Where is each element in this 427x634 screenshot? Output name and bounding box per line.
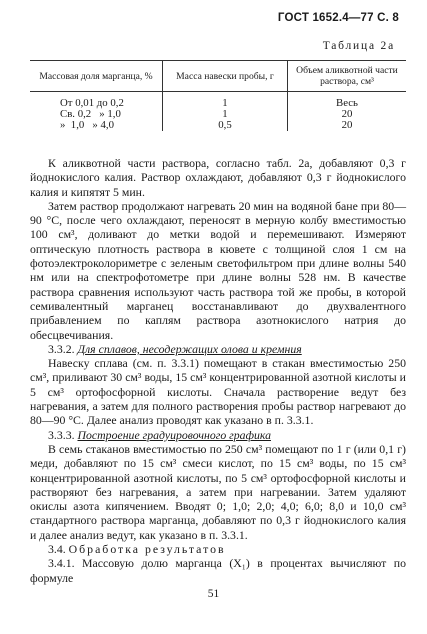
- page-header: ГОСТ 1652.4—77 С. 8: [277, 12, 399, 24]
- table-header-row: [30, 61, 406, 92]
- paragraph: Навеску сплава (см. п. 3.3.1) помещают в стакан вместимостью 250 см³, приливают 30 см³ воды, 15 см³ концентрированной азотной кислоты и 5 см³ ортофосфорной кислоты. Сначала растворение ведут без нагревания, а затем для полного растворения пробы раствор нагревают до 80—90 °С. Далее анализ проводят как указано в п. 3.3.1.: [30, 356, 406, 428]
- cell-mn-fraction: От 0,01 до 0,2: [60, 97, 124, 109]
- paragraph: В семь стаканов вместимостью по 250 см³ помещают по 1 г (или 0,1 г) меди, добавляют по 15 см³ смеси кислот, по 15 см³ воды, по 15 см³ концентрированной азотной кислоты, по 5 см³ ортофосфорной кислоты и растворяют без нагревания, а затем при нагревании. Затем удаляют окислы азота кипячением. Вводят 0; 1,0; 2,0; 4,0; 6,0; 8,0 и 10,0 см³ стандартного раствора марганца, добавляют по 0,3 г йоднокислого калия и далее анализ ведут, как указано в п. 3.3.1.: [30, 441, 406, 542]
- section-title: Обработка результатов: [68, 542, 226, 557]
- cell-aliquot-volume: 20: [288, 109, 407, 120]
- section-title: Для сплавов, несодержащих олова и кремния: [77, 341, 302, 356]
- section-number: 3.3.3.: [48, 427, 75, 442]
- cell-aliquot-volume: 20: [288, 120, 407, 131]
- cell-sample-mass: 1: [163, 109, 288, 120]
- section-heading-3-3-2: [30, 342, 406, 356]
- table-row: [30, 92, 406, 110]
- cell-mn-fraction: Св. 0,2 » 1,0: [60, 108, 121, 120]
- section-number: 3.3.2.: [48, 341, 75, 356]
- document-body: [30, 156, 406, 585]
- table-row: [30, 120, 406, 131]
- cell-mn-fraction: » 1,0 » 4,0: [60, 119, 114, 131]
- section-title: Построение градуировочного графика: [77, 427, 271, 442]
- section-heading-3-3-3: [30, 428, 406, 442]
- cell-sample-mass: 0,5: [163, 120, 288, 131]
- section-number: 3.4.: [48, 542, 66, 557]
- paragraph: Затем раствор продолжают нагревать 20 мин на водяной бане при 80—90 °С, после чего охлаждают, переносят в мерную колбу вместимостью 100 см³, доливают до метки водой и перемешивают. Измеряют оптическую плотность раствора в кювете с толщиной слоя 1 см на фотоэлектроколориметре с зеленым светофильтром при длине волны 540 нм или на спектрофотометре при длине волны 528 нм. В качестве раствора сравнения используют часть раствора той же пробы, в которой семивалентный марганец восстанавливают до двухвалентного прибавлением по каплям раствора азотнокислого натрия до обесцвечивания.: [30, 198, 406, 342]
- paragraph: 3.4.1. Массовую долю марганца (X₁) в процентах вычисляют по формуле: [30, 556, 406, 585]
- paragraph: К аликвотной части раствора, согласно табл. 2а, добавляют 0,3 г йоднокислого калия. Раствор охлаждают, добавляют 0,3 г йоднокислого калия и кипятят 5 мин.: [30, 156, 406, 199]
- col-header-sample-mass: Масса навески пробы, г: [163, 61, 288, 92]
- cell-sample-mass: 1: [163, 92, 288, 110]
- col-header-mn-fraction: Массовая доля марганца, %: [30, 61, 163, 92]
- table-2a: [30, 60, 406, 131]
- section-heading-3-4: [30, 542, 406, 556]
- cell-aliquot-volume: Весь: [288, 92, 407, 110]
- col-header-aliquot-volume: Объем аликвотной части раствора, см³: [288, 61, 407, 92]
- table-caption: Таблица 2а: [322, 40, 395, 52]
- page-number: 51: [207, 588, 220, 600]
